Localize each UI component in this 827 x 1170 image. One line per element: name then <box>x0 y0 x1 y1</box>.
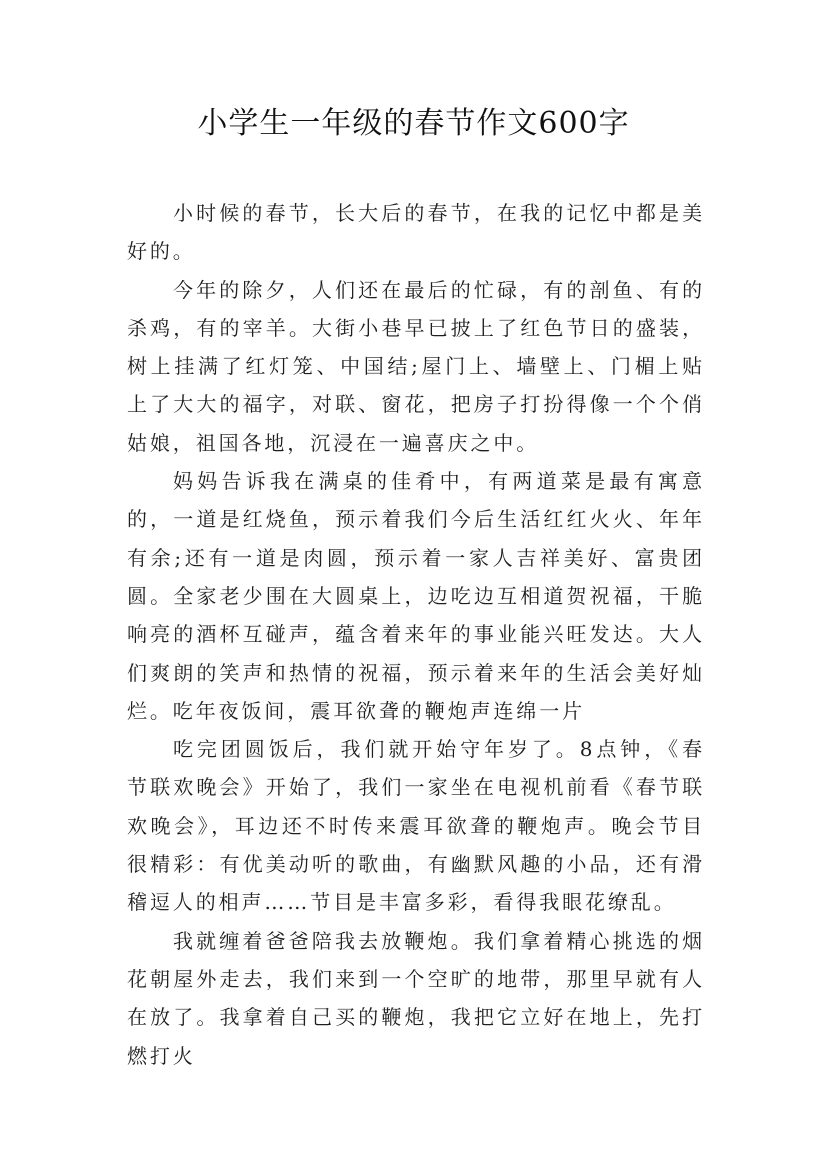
document-title: 小学生一年级的春节作文600字 <box>197 106 630 141</box>
paragraph-5: 我就缠着爸爸陪我去放鞭炮。我们拿着精心挑选的烟花朝屋外走去，我们来到一个空旷的地带，那里早就有人在放了。我拿着自己买的鞭炮，我把它立好在地上，先打燃打火 <box>127 928 705 1068</box>
paragraph-2: 今年的除夕，人们还在最后的忙碌，有的剖鱼、有的杀鸡，有的宰羊。大街小巷早已披上了红色节日的盛装，树上挂满了红灯笼、中国结;屋门上、墙壁上、门楣上贴上了大大的福字，对联、窗花，把房子打扮得像一个个俏姑娘，祖国各地，沉浸在一遍喜庆之中。 <box>127 277 705 455</box>
paragraph-1: 小时候的春节，长大后的春节，在我的记忆中都是美好的。 <box>127 201 705 264</box>
paragraph-3: 妈妈告诉我在满桌的佳肴中，有两道菜是最有寓意的，一道是红烧鱼，预示着我们今后生活红红火火、年年有余;还有一道是肉圆，预示着一家人吉祥美好、富贵团圆。全家老少围在大圆桌上，边吃边互相道贺祝福，干脆响亮的酒杯互碰声，蕴含着来年的事业能兴旺发达。大人们爽朗的笑声和热情的祝福，预示着来年的生活会美好灿烂。吃年夜饭间，震耳欲聋的鞭炮声连绵一片 <box>127 469 705 723</box>
essay-body <box>127 194 705 1075</box>
paragraph-4: 吃完团圆饭后，我们就开始守年岁了。8点钟，《春节联欢晚会》开始了，我们一家坐在电视机前看《春节联欢晚会》，耳边还不时传来震耳欲聋的鞭炮声。晚会节目很精彩：有优美动听的歌曲，有幽默风趣的小品，还有滑稽逗人的相声……节目是丰富多彩，看得我眼花缭乱。 <box>127 737 705 915</box>
